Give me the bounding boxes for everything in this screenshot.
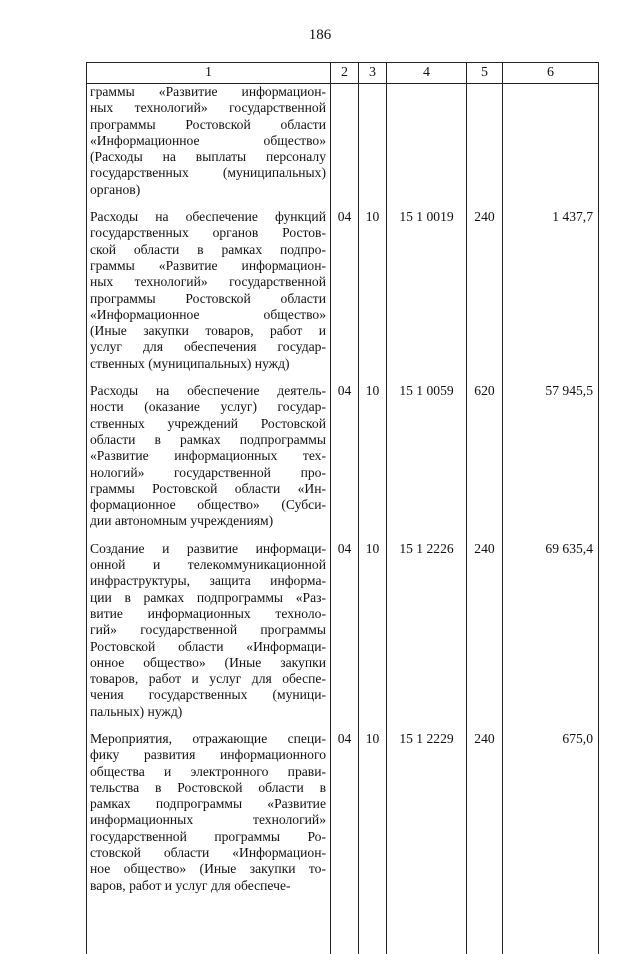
description-line: онной и телекоммуникационной: [90, 557, 326, 573]
spacer-cell: [387, 894, 467, 954]
amount: 675,0: [503, 720, 599, 894]
description-line: Мероприятия, отражающие специ-: [90, 730, 326, 746]
target-article-code: 15 1 0019: [387, 198, 467, 372]
description-line: программы Ростовской области: [90, 116, 326, 132]
description-line: ных технологий» государственной: [90, 274, 326, 290]
description-line: Создание и развитие информаци-: [90, 540, 326, 556]
description-line: тельства в Ростовской области в: [90, 779, 326, 795]
amount: 69 635,4: [503, 530, 599, 720]
description-line: ственных (муниципальных) нужд): [90, 355, 290, 371]
target-article-code: 15 1 2226: [387, 530, 467, 720]
column-header-2: 2: [331, 63, 359, 84]
description-line: витие информационных техноло-: [90, 605, 326, 621]
target-article-code: [387, 84, 467, 199]
target-article-code: 15 1 0059: [387, 372, 467, 530]
description-line: государственных (муниципальных): [90, 165, 326, 181]
description-line: Ростовской области «Информаци-: [90, 638, 326, 654]
section-code: 04: [331, 198, 359, 372]
budget-table: [86, 62, 599, 954]
subsection-code: 10: [359, 198, 387, 372]
expense-type-code: 240: [467, 530, 503, 720]
amount: 1 437,7: [503, 198, 599, 372]
description-line: области в рамках подпрограммы: [90, 431, 326, 447]
description-line: программы Ростовской области: [90, 290, 326, 306]
expense-type-code: 620: [467, 372, 503, 530]
table-row: [87, 84, 599, 199]
section-code: 04: [331, 720, 359, 894]
description-line: Расходы на обеспечение функций: [90, 209, 326, 225]
section-code: [331, 84, 359, 199]
description-line: фику развития информационного: [90, 747, 326, 763]
row-description: [87, 198, 331, 372]
description-line: (Иные закупки товаров, работ и: [90, 323, 326, 339]
table-row: [87, 372, 599, 530]
description-line: дии автономным учреждениям): [90, 513, 274, 529]
column-header-5: 5: [467, 63, 503, 84]
expense-type-code: 240: [467, 198, 503, 372]
amount: [503, 84, 599, 199]
description-line: нологий» государственной про-: [90, 464, 326, 480]
column-header-6: 6: [503, 63, 599, 84]
description-line: ской области в рамках подпро-: [90, 241, 326, 257]
subsection-code: 10: [359, 372, 387, 530]
column-header-4: 4: [387, 63, 467, 84]
description-line: гий» государственной программы: [90, 622, 326, 638]
section-code: 04: [331, 530, 359, 720]
description-line: «Развитие информационных тех-: [90, 448, 326, 464]
subsection-code: 10: [359, 530, 387, 720]
description-line: граммы Ростовской области «Ин-: [90, 480, 326, 496]
description-line: пальных) нужд): [90, 703, 183, 719]
description-line: «Информационное общество»: [90, 132, 326, 148]
description-line: (Расходы на выплаты персоналу: [90, 149, 326, 165]
description-line: варов, работ и услуг для обеспече-: [90, 877, 291, 893]
subsection-code: [359, 84, 387, 199]
table-spacer-row: [87, 894, 599, 954]
description-line: граммы «Развитие информацион-: [90, 257, 326, 273]
table-body: [87, 84, 599, 954]
column-header-1: 1: [87, 63, 331, 84]
spacer-cell: [359, 894, 387, 954]
column-header-3: 3: [359, 63, 387, 84]
description-line: услуг для обеспечения государ-: [90, 339, 326, 355]
description-line: ных технологий» государственной: [90, 100, 326, 116]
row-description: [87, 720, 331, 894]
description-line: ственных учреждений Ростовской: [90, 415, 326, 431]
description-line: стовской области «Информацион-: [90, 845, 326, 861]
description-line: инфраструктуры, защита информа-: [90, 573, 326, 589]
description-line: «Информационное общество»: [90, 306, 326, 322]
spacer-cell: [503, 894, 599, 954]
spacer-cell: [331, 894, 359, 954]
description-line: рамках подпрограммы «Развитие: [90, 796, 326, 812]
row-description: [87, 84, 331, 199]
subsection-code: 10: [359, 720, 387, 894]
description-line: общества и электронного прави-: [90, 763, 326, 779]
description-line: ности (оказание услуг) государ-: [90, 399, 326, 415]
table-row: [87, 720, 599, 894]
table-row: [87, 530, 599, 720]
expense-type-code: [467, 84, 503, 199]
amount: 57 945,5: [503, 372, 599, 530]
description-line: ции в рамках подпрограммы «Раз-: [90, 589, 326, 605]
description-line: онное общество» (Иные закупки: [90, 654, 326, 670]
expense-type-code: 240: [467, 720, 503, 894]
spacer-cell: [87, 894, 331, 954]
description-line: товаров, работ и услуг для обеспе-: [90, 671, 326, 687]
spacer-cell: [467, 894, 503, 954]
section-code: 04: [331, 372, 359, 530]
description-line: формационное общество» (Субси-: [90, 497, 326, 513]
description-line: информационных технологий»: [90, 812, 326, 828]
description-line: органов): [90, 181, 141, 197]
row-description: [87, 372, 331, 530]
page-number: 186: [308, 27, 332, 43]
description-line: ное общество» (Иные закупки то-: [90, 861, 326, 877]
table-row: [87, 198, 599, 372]
description-line: чения государственных (муници-: [90, 687, 326, 703]
description-line: государственных органов Ростов-: [90, 225, 326, 241]
description-line: Расходы на обеспечение деятель-: [90, 383, 326, 399]
row-description: [87, 530, 331, 720]
target-article-code: 15 1 2229: [387, 720, 467, 894]
description-line: граммы «Развитие информацион-: [90, 84, 326, 99]
description-line: государственной программы Ро-: [90, 828, 326, 844]
table-header-row: [87, 63, 599, 84]
